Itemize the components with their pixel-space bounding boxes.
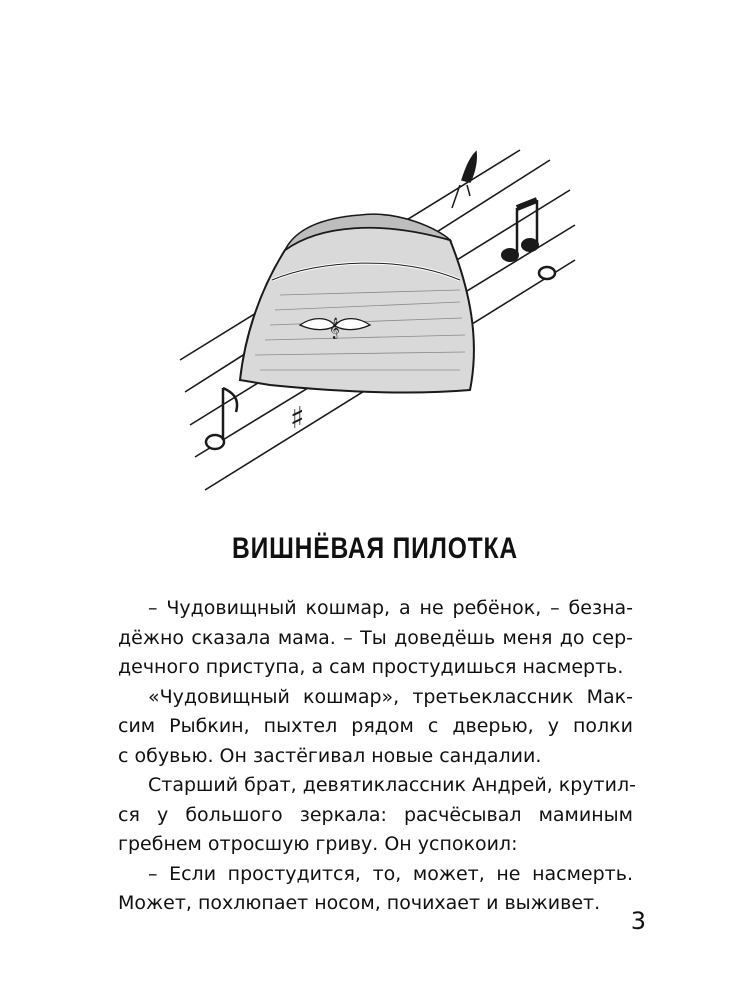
text-line: дечного приступа, а сам простудишься насмерть. [118, 656, 624, 678]
text-line: с обувью. Он застёгивал новые сандалии. [118, 744, 542, 767]
text-line: дёжно сказала мама. – Ты доведёшь меня до сер- [118, 626, 633, 649]
cap-illustration [170, 130, 590, 510]
text-line: сим Рыбкин, пыхтел рядом с дверью, у полки [118, 715, 633, 737]
text-line: ся у большого зеркала: расчёсывал маминым [118, 803, 633, 826]
sharp-icon: ♯ [290, 401, 305, 436]
body-text [118, 594, 636, 919]
text-line: Может, похлюпает носом, почихает и выживет. [118, 892, 601, 914]
text-line: «Чудовищный кошмар», третьеклассник Мак- [148, 685, 633, 708]
eighth-notes-icon [502, 200, 538, 261]
text-line: гребнем отросшую гриву. Он успокоил: [118, 833, 518, 855]
text-line: Старший брат, девятиклассник Андрей, крутил- [148, 774, 636, 796]
text-line: – Если простудится, то, может, не насмерть. [148, 862, 633, 885]
chapter-title: ВИШНЁВАЯ ПИЛОТКА [232, 532, 518, 565]
text-line: – Чудовищный кошмар, а не ребёнок, – безна- [148, 597, 633, 619]
garrison-cap [240, 214, 474, 392]
music-note-icon [206, 388, 237, 449]
whole-note-icon [539, 267, 555, 279]
svg-text:𝄞: 𝄞 [329, 318, 340, 339]
page-number: 3 [630, 907, 646, 935]
